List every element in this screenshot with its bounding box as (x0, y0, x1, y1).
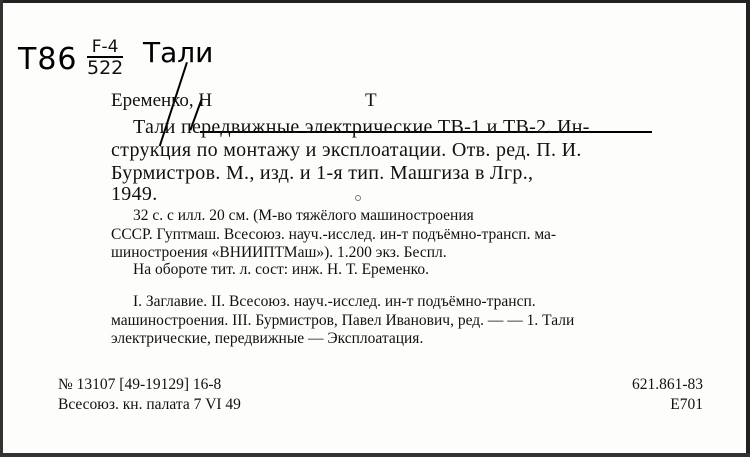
tracings-line: машиностроения. III. Бурмистров, Павел Иванович, ред. — — 1. Тали (111, 312, 575, 329)
author-line: Еременко, Н (111, 90, 213, 111)
tracings-line: I. Заглавие. II. Всесоюз. науч.-исслед. ин-т подъёмно-трансп. (133, 293, 536, 310)
card-edge-top (0, 0, 750, 3)
description-line: шиностроения «ВНИИПТМаш»). 1.200 экз. Беспл. (111, 244, 447, 261)
tracings-line: электрические, передвижные — Эксплоатация. (111, 330, 424, 347)
card-edge-right (746, 0, 750, 457)
fraction-top: F-4 (87, 38, 123, 58)
footer-code: E701 (670, 396, 703, 413)
title-line: Тали передвижные электрические ТВ-1 и ТВ-2. Ин- (133, 116, 590, 138)
footer-chamber-date: Всесоюз. кн. палата 7 VI 49 (58, 396, 241, 413)
card-edge-bottom (0, 453, 750, 457)
description-line: СССР. Гуптмаш. Всесоюз. науч.-исслед. ин-т подъёмно-трансп. ма- (111, 226, 557, 243)
title-line: Бурмистров. М., изд. и 1-я тип. Машгиза в Лгр., (111, 162, 534, 184)
description-line: На обороте тит. л. сост: инж. Н. Т. Еременко. (133, 261, 430, 278)
footer-classification: 621.861-83 (631, 376, 703, 393)
card-edge-left (0, 0, 3, 457)
title-line: струкция по монтажу и эксплоатации. Отв. ред. П. И. (111, 139, 582, 161)
title-line: 1949. (111, 183, 158, 205)
fraction-bottom: 522 (87, 57, 124, 79)
ink-speck (355, 195, 361, 201)
footer-record-number: № 13107 [49-19129] 16-8 (58, 376, 222, 393)
handwritten-call-number: T86 (18, 42, 78, 77)
handwritten-fraction (87, 38, 123, 79)
author-initial: Т (365, 90, 377, 111)
handwritten-title: Тали (143, 36, 214, 69)
description-line: 32 с. с илл. 20 см. (М-во тяжёлого машиностроения (133, 207, 474, 224)
